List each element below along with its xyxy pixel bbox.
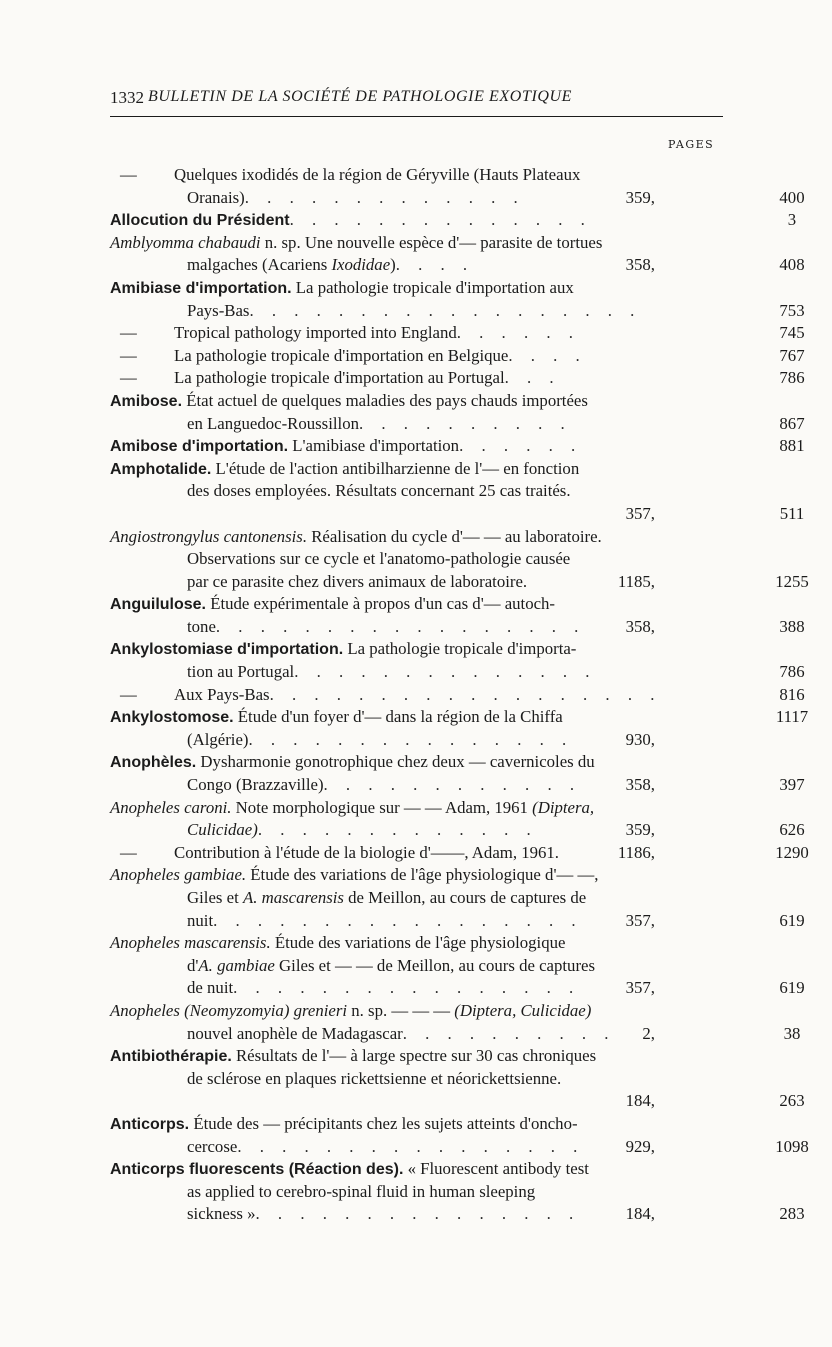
- index-line: [110, 932, 730, 955]
- entry-text: n. sp. Une nouvelle espèce d'— parasite de tortues: [260, 232, 603, 252]
- taxon-name: (Diptera, Culicidae): [454, 1000, 592, 1020]
- entry-text: Observations sur ce cycle et l'anatomo-pathologie causée: [187, 549, 571, 569]
- pages-number: 786: [779, 662, 805, 682]
- index-line: [110, 1158, 730, 1181]
- index-line: [110, 254, 805, 277]
- dot-leader: . . . . . . . . . .: [402, 1023, 616, 1043]
- entry-heading: Amibose d'importation.: [110, 438, 289, 456]
- page-reference: 358,: [625, 616, 655, 636]
- dot-leader: . . . . . . . . . . . . .: [244, 187, 525, 207]
- index-line: [110, 638, 730, 661]
- index-line: [110, 571, 809, 594]
- pages-number: 388: [779, 616, 805, 636]
- index-line: [110, 864, 730, 887]
- dot-leader: . . . . . . . . . . . . . . . . . .: [249, 300, 642, 320]
- index-line: [110, 1068, 730, 1091]
- index-line: [110, 413, 805, 436]
- index-line: [110, 367, 805, 390]
- em-dash-marker: —: [120, 323, 137, 343]
- em-dash-marker: —: [120, 368, 137, 388]
- taxon-name: Culicidae): [187, 820, 258, 840]
- entry-text: Étude des variations de l'âge physiologique: [270, 933, 566, 953]
- index-line: [110, 842, 809, 865]
- index-line: [110, 1136, 809, 1159]
- index-line: [110, 345, 805, 368]
- index-line: [110, 729, 730, 752]
- dot-leader: . . . . . .: [456, 323, 580, 343]
- page-reference: 357,: [625, 978, 655, 998]
- pages-number: 1290: [775, 842, 809, 862]
- dot-leader: . . . . . . . . . . . .: [323, 775, 582, 795]
- page-reference: 930,: [625, 729, 655, 749]
- taxon-name: Anopheles caroni.: [110, 797, 232, 817]
- entry-text: de nuit: [187, 978, 234, 998]
- entry-text: Dysharmonie gonotrophique chez deux — cavernicoles du: [196, 752, 595, 772]
- index-line: [110, 1203, 805, 1226]
- entry-text: en Languedoc-Roussillon: [187, 413, 359, 433]
- pages-number: 1098: [775, 1136, 809, 1156]
- em-dash-marker: —: [120, 842, 137, 862]
- pages-number: 881: [779, 436, 805, 456]
- dot-leader: . . . . . . . . . . . . . . . .: [233, 978, 581, 998]
- pages-number: 767: [779, 345, 805, 365]
- entry-text: par ce parasite chez divers animaux de laboratoire.: [187, 571, 528, 591]
- pages-number: 1117: [775, 707, 809, 727]
- entry-text: Giles et: [187, 888, 243, 907]
- entry-text: cercose: [187, 1136, 238, 1156]
- index-line: [110, 1113, 730, 1136]
- entry-text: nouvel anophèle de Madagascar: [187, 1023, 403, 1043]
- index-line: [110, 977, 805, 1000]
- pages-number: 1255: [775, 571, 809, 591]
- entry-text: ): [390, 255, 396, 275]
- taxon-name: Anopheles gambiae.: [110, 865, 247, 885]
- index-line: [110, 209, 797, 232]
- index-line: [110, 819, 805, 842]
- dot-leader: . . . . . .: [459, 436, 583, 456]
- pages-number: 816: [779, 684, 805, 704]
- entry-text: Oranais): [187, 187, 245, 207]
- index-line: [110, 1181, 730, 1204]
- index-line: [110, 684, 805, 707]
- entry-text: Tropical pathology imported into England: [174, 323, 457, 343]
- pages-number: 753: [779, 300, 805, 320]
- page-reference: 359,: [625, 187, 655, 207]
- pages-number: 263: [779, 1091, 805, 1111]
- entry-heading: Ankylostomiase d'importation.: [110, 641, 344, 659]
- dot-leader: . . .: [504, 368, 561, 388]
- entry-heading: Antibiothérapie.: [110, 1048, 232, 1066]
- entry-text: as applied to cerebro-spinal fluid in human sleeping: [187, 1181, 536, 1201]
- entry-text: La pathologie tropicale d'importation au Portugal: [174, 368, 505, 388]
- pages-number: 619: [779, 910, 805, 930]
- page-reference: 357,: [625, 503, 655, 523]
- entry-text: Étude expérimentale à propos d'un cas d'— autoch-: [206, 594, 556, 614]
- entry-heading: Allocution du Président: [110, 212, 290, 230]
- taxon-name: Angiostrongylus cantonensis.: [110, 526, 308, 546]
- index-line: [110, 277, 730, 300]
- index-line: [110, 706, 809, 729]
- pages-number: 397: [779, 775, 805, 795]
- dot-leader: . . . .: [395, 255, 475, 275]
- entry-text: Résultats de l'— à large spectre sur 30 cas chroniques: [231, 1046, 597, 1066]
- entry-text: État actuel de quelques maladies des pays chauds importées: [182, 390, 588, 410]
- dot-leader: . . . . . . . . . . . . . .: [294, 662, 597, 682]
- pages-number: 745: [779, 323, 805, 343]
- entry-text: L'amibiase d'importation: [288, 436, 460, 456]
- index-line: [110, 300, 805, 323]
- dot-leader: . . . . . . . . . . . . . . .: [248, 729, 574, 749]
- entry-heading: Amphotalide.: [110, 460, 212, 478]
- dot-leader: . . . . . . . . . .: [358, 413, 572, 433]
- entry-text: Pays-Bas: [187, 300, 250, 320]
- page-reference: 184,: [625, 1204, 655, 1224]
- page-reference: 1186,: [617, 842, 655, 862]
- index-line: [110, 774, 805, 797]
- pages-number: 619: [779, 978, 805, 998]
- entry-text: Congo (Brazzaville): [187, 775, 324, 795]
- subject-index: [110, 164, 809, 1226]
- entry-text: tone: [187, 616, 216, 636]
- entry-text: L'étude de l'action antibilharzienne de l'— en fonction: [211, 458, 580, 478]
- taxon-name: Amblyomma chabaudi: [110, 232, 261, 252]
- dot-leader: . . . . . . . . . . . . . . . .: [237, 1136, 585, 1156]
- entry-text: tion au Portugal: [187, 662, 295, 682]
- page-reference: 359,: [625, 820, 655, 840]
- index-line: [110, 164, 730, 187]
- em-dash-marker: —: [120, 165, 137, 184]
- taxon-name: A. mascarensis: [242, 888, 344, 907]
- entry-text: La pathologie tropicale d'importation en Belgique: [174, 345, 509, 365]
- entry-text: Aux Pays-Bas: [174, 684, 270, 704]
- entry-text: La pathologie tropicale d'importa-: [343, 639, 577, 659]
- entry-heading: Ankylostomose.: [110, 709, 234, 727]
- pages-number: 867: [779, 413, 805, 433]
- dot-leader: . . . . . . . . . . . . . .: [289, 210, 592, 230]
- entry-text: La pathologie tropicale d'importation aux: [291, 277, 574, 297]
- index-line: [110, 616, 805, 639]
- index-line: [110, 503, 805, 526]
- index-line: [110, 232, 730, 255]
- entry-text: de Meillon, au cours de captures de: [343, 888, 587, 907]
- em-dash-marker: —: [120, 684, 137, 704]
- dot-leader: . . . .: [508, 345, 587, 365]
- index-line: [110, 955, 730, 978]
- entry-text: Réalisation du cycle d'— — au laboratoire.: [307, 526, 602, 546]
- page-reference: 357,: [625, 910, 655, 930]
- index-line: [110, 187, 805, 210]
- pages-number: 400: [779, 187, 805, 207]
- dot-leader: . . . . . . . . . . . . . . . . .: [215, 616, 586, 636]
- page-reference: 358,: [625, 255, 655, 275]
- entry-text: d': [187, 955, 199, 975]
- pages-number: 626: [779, 820, 805, 840]
- entry-text: n. sp. — — —: [347, 1000, 455, 1020]
- entry-text: Étude des — précipitants chez les sujets atteints d'oncho-: [189, 1113, 578, 1133]
- index-line: [110, 548, 730, 571]
- page-number: 1332: [110, 88, 144, 107]
- index-line: [110, 910, 805, 933]
- entry-text: Note morphologique sur — — Adam, 1961: [231, 797, 533, 817]
- em-dash-marker: —: [120, 345, 137, 365]
- taxon-name: (Diptera,: [532, 797, 595, 817]
- index-line: [110, 887, 730, 910]
- dot-leader: . . . . . . . . . . . . . . .: [255, 1204, 581, 1224]
- pages-number: 283: [779, 1204, 805, 1224]
- pages-number: 3: [787, 210, 797, 230]
- index-line: [110, 661, 805, 684]
- entry-heading: Anguilulose.: [110, 596, 206, 614]
- index-line: [110, 458, 730, 481]
- index-line: [110, 797, 730, 820]
- pages-number: 511: [779, 503, 805, 523]
- pages-number: 408: [779, 255, 805, 275]
- entry-heading: Anticorps.: [110, 1115, 190, 1133]
- taxon-name: Anopheles (Neomyzomyia) grenieri: [110, 1000, 348, 1020]
- index-line: [110, 1090, 805, 1113]
- entry-text: Étude d'un foyer d'— dans la région de la Chiffa: [233, 707, 563, 727]
- index-line: [110, 526, 730, 549]
- pages-number: 786: [779, 368, 805, 388]
- index-line: [110, 480, 730, 503]
- entry-heading: Amibiase d'importation.: [110, 279, 292, 297]
- dot-leader: . . . . . . . . . . . . . . . . . .: [269, 684, 662, 704]
- dot-leader: . . . . . . . . . . . . . . . . .: [213, 910, 583, 930]
- page-reference: 358,: [625, 775, 655, 795]
- index-line: [110, 322, 805, 345]
- entry-text: malgaches (Acariens: [187, 255, 332, 275]
- taxon-name: Anopheles mascarensis.: [110, 933, 271, 953]
- index-line: [110, 1000, 730, 1023]
- entry-text: sickness »: [187, 1204, 256, 1224]
- page-reference: 2,: [642, 1023, 655, 1043]
- index-line: [110, 390, 730, 413]
- entry-text: « Fluorescent antibody test: [403, 1159, 589, 1179]
- entry-text: Étude des variations de l'âge physiologique d'— —,: [246, 865, 599, 885]
- running-header: [110, 88, 723, 117]
- page-reference: 1185,: [617, 571, 655, 591]
- entry-heading: Anophèles.: [110, 754, 197, 772]
- entry-text: Contribution à l'étude de la biologie d'——, Adam, 1961.: [174, 842, 559, 862]
- journal-title: BULLETIN DE LA SOCIÉTÉ DE PATHOLOGIE EXOTIQUE: [148, 88, 573, 105]
- index-line: [110, 751, 730, 774]
- index-line: [110, 435, 805, 458]
- entry-heading: Amibose.: [110, 392, 183, 410]
- entry-text: Quelques ixodidés de la région de Géryville (Hauts Plateaux: [174, 165, 581, 184]
- index-line: [110, 1023, 801, 1046]
- entry-text: (Algérie): [187, 729, 249, 749]
- entry-text: nuit: [187, 910, 214, 930]
- pages-number: 38: [783, 1023, 801, 1043]
- entry-text: Giles et — — de Meillon, au cours de captures: [274, 955, 596, 975]
- pages-column-label: PAGES: [668, 138, 715, 151]
- taxon-name: Ixodidae: [331, 255, 391, 275]
- entry-heading: Anticorps fluorescents (Réaction des).: [110, 1161, 404, 1179]
- index-line: [110, 593, 730, 616]
- index-line: [110, 1045, 730, 1068]
- page-reference: 929,: [625, 1136, 655, 1156]
- taxon-name: A. gambiae: [198, 955, 275, 975]
- entry-text: des doses employées. Résultats concernant 25 cas traités.: [187, 481, 571, 501]
- page-reference: 184,: [625, 1091, 655, 1111]
- dot-leader: . . . . . . . . . . . . .: [257, 820, 538, 840]
- entry-text: de sclérose en plaques rickettsienne et néorickettsienne.: [187, 1068, 562, 1088]
